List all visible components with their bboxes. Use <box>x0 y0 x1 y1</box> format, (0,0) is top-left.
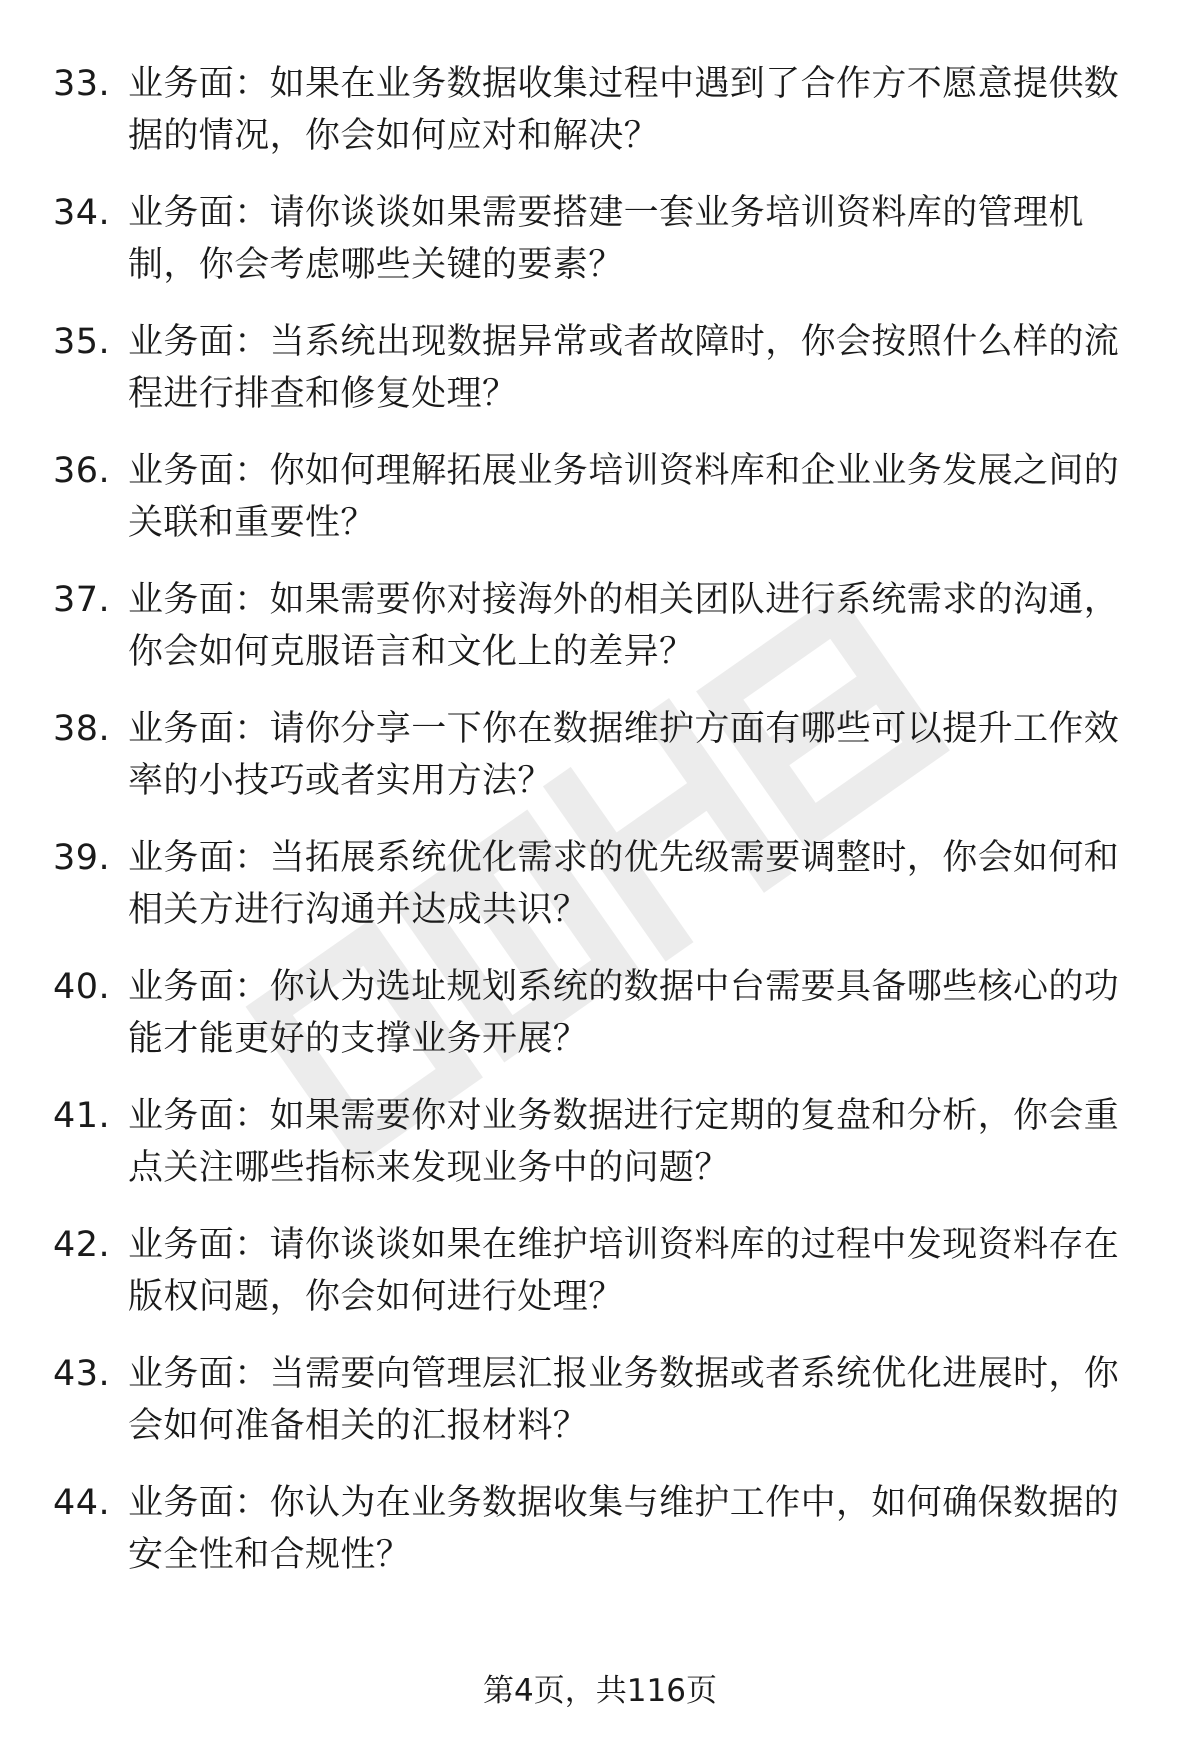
list-item <box>0 1219 1200 1348</box>
question-number: 43. <box>53 1354 111 1394</box>
list-item <box>0 832 1200 961</box>
question-number: 36. <box>53 451 111 491</box>
question-number: 41. <box>53 1096 111 1136</box>
list-item <box>0 1477 1200 1606</box>
list-item <box>0 703 1200 832</box>
list-item <box>0 187 1200 316</box>
question-text: 业务面：你认为在业务数据收集与维护工作中，如何确保数据的安全性和合规性？ <box>128 1483 1120 1575</box>
list-item <box>0 58 1200 187</box>
question-text: 业务面：请你分享一下你在数据维护方面有哪些可以提升工作效率的小技巧或者实用方法？ <box>128 709 1120 801</box>
question-number: 33. <box>53 64 111 104</box>
question-number: 42. <box>53 1225 111 1265</box>
question-number: 38. <box>53 709 111 749</box>
question-number: 44. <box>53 1483 111 1523</box>
list-item <box>0 445 1200 574</box>
question-number: 37. <box>53 580 111 620</box>
question-text: 业务面：你认为选址规划系统的数据中台需要具备哪些核心的功能才能更好的支撑业务开展？ <box>128 967 1120 1059</box>
question-number: 35. <box>53 322 111 362</box>
question-text: 业务面：如果需要你对接海外的相关团队进行系统需求的沟通，你会如何克服语言和文化上的差异？ <box>128 580 1120 672</box>
question-number: 34. <box>53 193 111 233</box>
question-list <box>0 58 1200 1606</box>
list-item <box>0 1348 1200 1477</box>
page-number-footer: 第4页，共116页 <box>483 1673 717 1709</box>
question-text: 业务面：请你谈谈如果在维护培训资料库的过程中发现资料存在版权问题，你会如何进行处理？ <box>128 1225 1120 1317</box>
list-item <box>0 1090 1200 1219</box>
question-text: 业务面：当系统出现数据异常或者故障时，你会按照什么样的流程进行排查和修复处理？ <box>128 322 1120 414</box>
question-text: 业务面：请你谈谈如果需要搭建一套业务培训资料库的管理机制，你会考虑哪些关键的要素？ <box>128 193 1084 285</box>
question-number: 39. <box>53 838 111 878</box>
list-item <box>0 961 1200 1090</box>
question-text: 业务面：当拓展系统优化需求的优先级需要调整时，你会如何和相关方进行沟通并达成共识？ <box>128 838 1120 930</box>
question-number: 40. <box>53 967 111 1007</box>
question-text: 业务面：你如何理解拓展业务培训资料库和企业业务发展之间的关联和重要性？ <box>128 451 1120 543</box>
question-text: 业务面：如果需要你对业务数据进行定期的复盘和分析，你会重点关注哪些指标来发现业务中的问题？ <box>128 1096 1120 1188</box>
question-text: 业务面：当需要向管理层汇报业务数据或者系统优化进展时，你会如何准备相关的汇报材料？ <box>128 1354 1120 1446</box>
list-item <box>0 574 1200 703</box>
question-text: 业务面：如果在业务数据收集过程中遇到了合作方不愿意提供数据的情况，你会如何应对和解决？ <box>128 64 1120 156</box>
list-item <box>0 316 1200 445</box>
